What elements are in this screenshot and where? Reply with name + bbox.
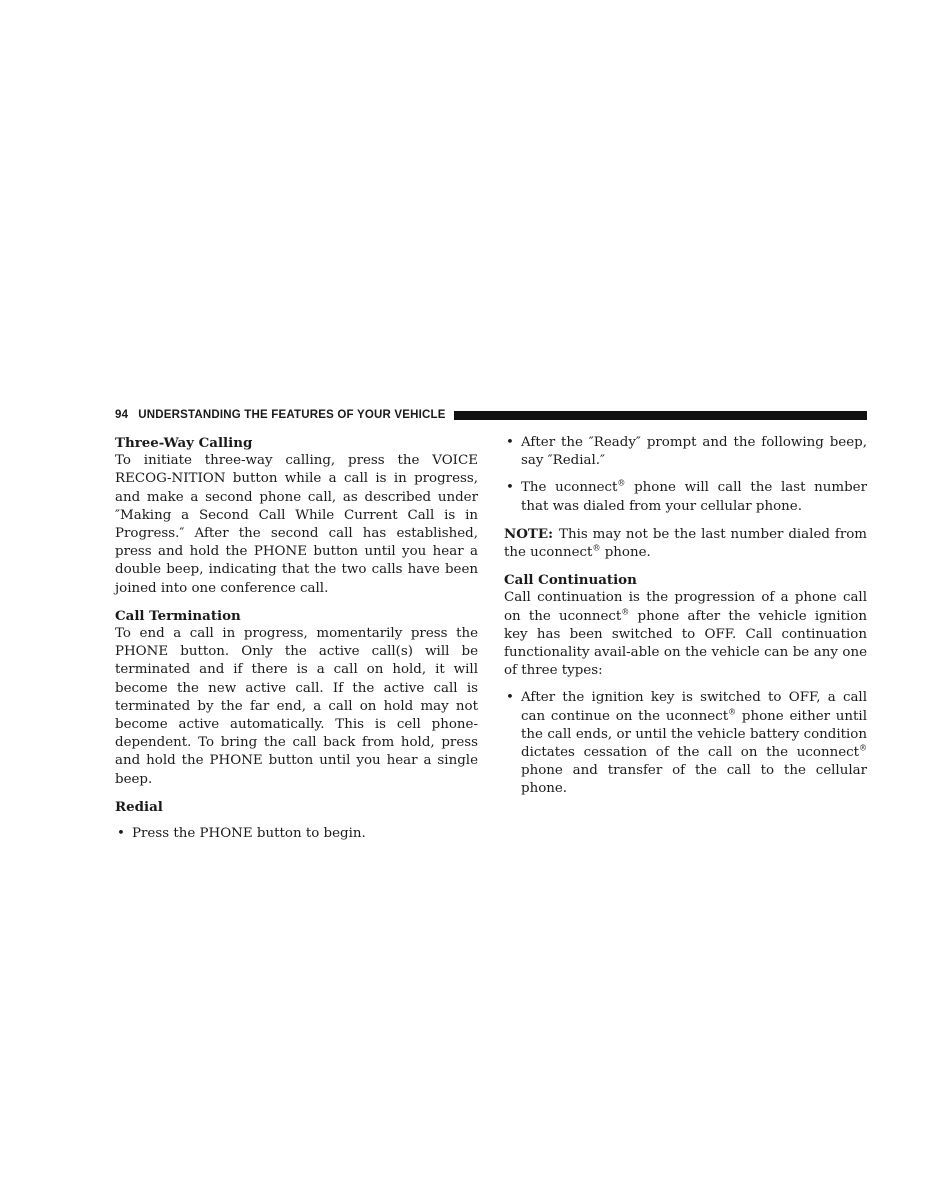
call-continuation-section <box>504 571 867 798</box>
call-continuation-body-part-b: phone after the vehicle ignition key has been switched to OFF. Call continuation functionality avail-able on the vehicle can be any one of three types: <box>504 608 867 679</box>
section-title: UNDERSTANDING THE FEATURES OF YOUR VEHICLE <box>138 409 446 421</box>
call-termination-heading: Call Termination <box>115 607 241 624</box>
page-number: 94 <box>115 409 129 421</box>
call-continuation-body-part-a: Call continuation is the progression of a phone call on the uconnect <box>504 590 867 624</box>
call-termination-section <box>115 607 478 789</box>
list-item <box>504 434 867 470</box>
list-item <box>504 689 867 798</box>
registered-mark: ® <box>617 478 626 488</box>
header-rule <box>454 411 867 420</box>
page-header <box>115 408 867 422</box>
three-way-calling-body: To initiate three-way calling, press the VOICE RECOG-NITION button while a call is in progress, and make a second phone call, as described under ″Making a Second Call While Current Call is in Progress.″ After the second call has established, press and hold the PHONE button until you hear a double beep, indicating that the two calls have been joined into one conference call. <box>115 453 478 596</box>
redial-step-2: After the ″Ready″ prompt and the following beep, say ″Redial.″ <box>521 435 867 469</box>
redial-step-3-part-b: phone will call the last number that was dialed from your cellular phone. <box>521 480 868 514</box>
list-item <box>504 479 867 515</box>
redial-steps-list <box>115 825 478 843</box>
registered-mark: ® <box>621 607 630 617</box>
call-continuation-heading: Call Continuation <box>504 572 637 589</box>
note-text-part-b: phone. <box>600 545 651 561</box>
bullet-icon: • <box>506 435 514 450</box>
registered-mark: ® <box>728 707 737 717</box>
continuation-type-part-a: After the ignition key is switched to OFF, a call can continue on the uconnect <box>521 690 867 724</box>
left-column <box>115 434 478 852</box>
bullet-icon: • <box>117 826 125 842</box>
registered-mark: ® <box>592 543 601 553</box>
right-column <box>504 434 867 808</box>
redial-heading: Redial <box>115 798 163 815</box>
redial-step-3-part-a: The uconnect <box>521 480 618 496</box>
call-continuation-body <box>504 589 867 680</box>
bullet-icon: • <box>506 690 514 706</box>
redial-section <box>115 798 478 843</box>
three-way-calling-heading: Three-Way Calling <box>115 435 253 451</box>
note-label: NOTE: <box>504 525 554 542</box>
redial-steps-continued-list <box>504 434 867 516</box>
bullet-icon: • <box>506 480 514 496</box>
call-termination-body: To end a call in progress, momentarily press the PHONE button. Only the active call(s) will be terminated and if there is a call on hold, it will become the new active call. If the active call is terminated by the far end, a call on hold may not become active automatically. This is cell phone-dependent. To bring the call back from hold, press and hold the PHONE button until you hear a single beep. <box>115 626 478 787</box>
list-item <box>115 825 478 843</box>
note-text-part-a: This may not be the last number dialed from the uconnect <box>504 526 867 561</box>
three-way-calling-section <box>115 434 478 598</box>
continuation-type-part-b: phone either until the call ends, or until the vehicle battery condition dictates cessation of the call on the uconnect <box>521 708 867 761</box>
note-paragraph <box>504 525 867 562</box>
call-continuation-types-list <box>504 689 867 798</box>
continuation-type-part-c: phone and transfer of the call to the cellular phone. <box>521 763 867 797</box>
redial-step-1: Press the PHONE button to begin. <box>132 826 366 842</box>
registered-mark: ® <box>859 743 867 753</box>
